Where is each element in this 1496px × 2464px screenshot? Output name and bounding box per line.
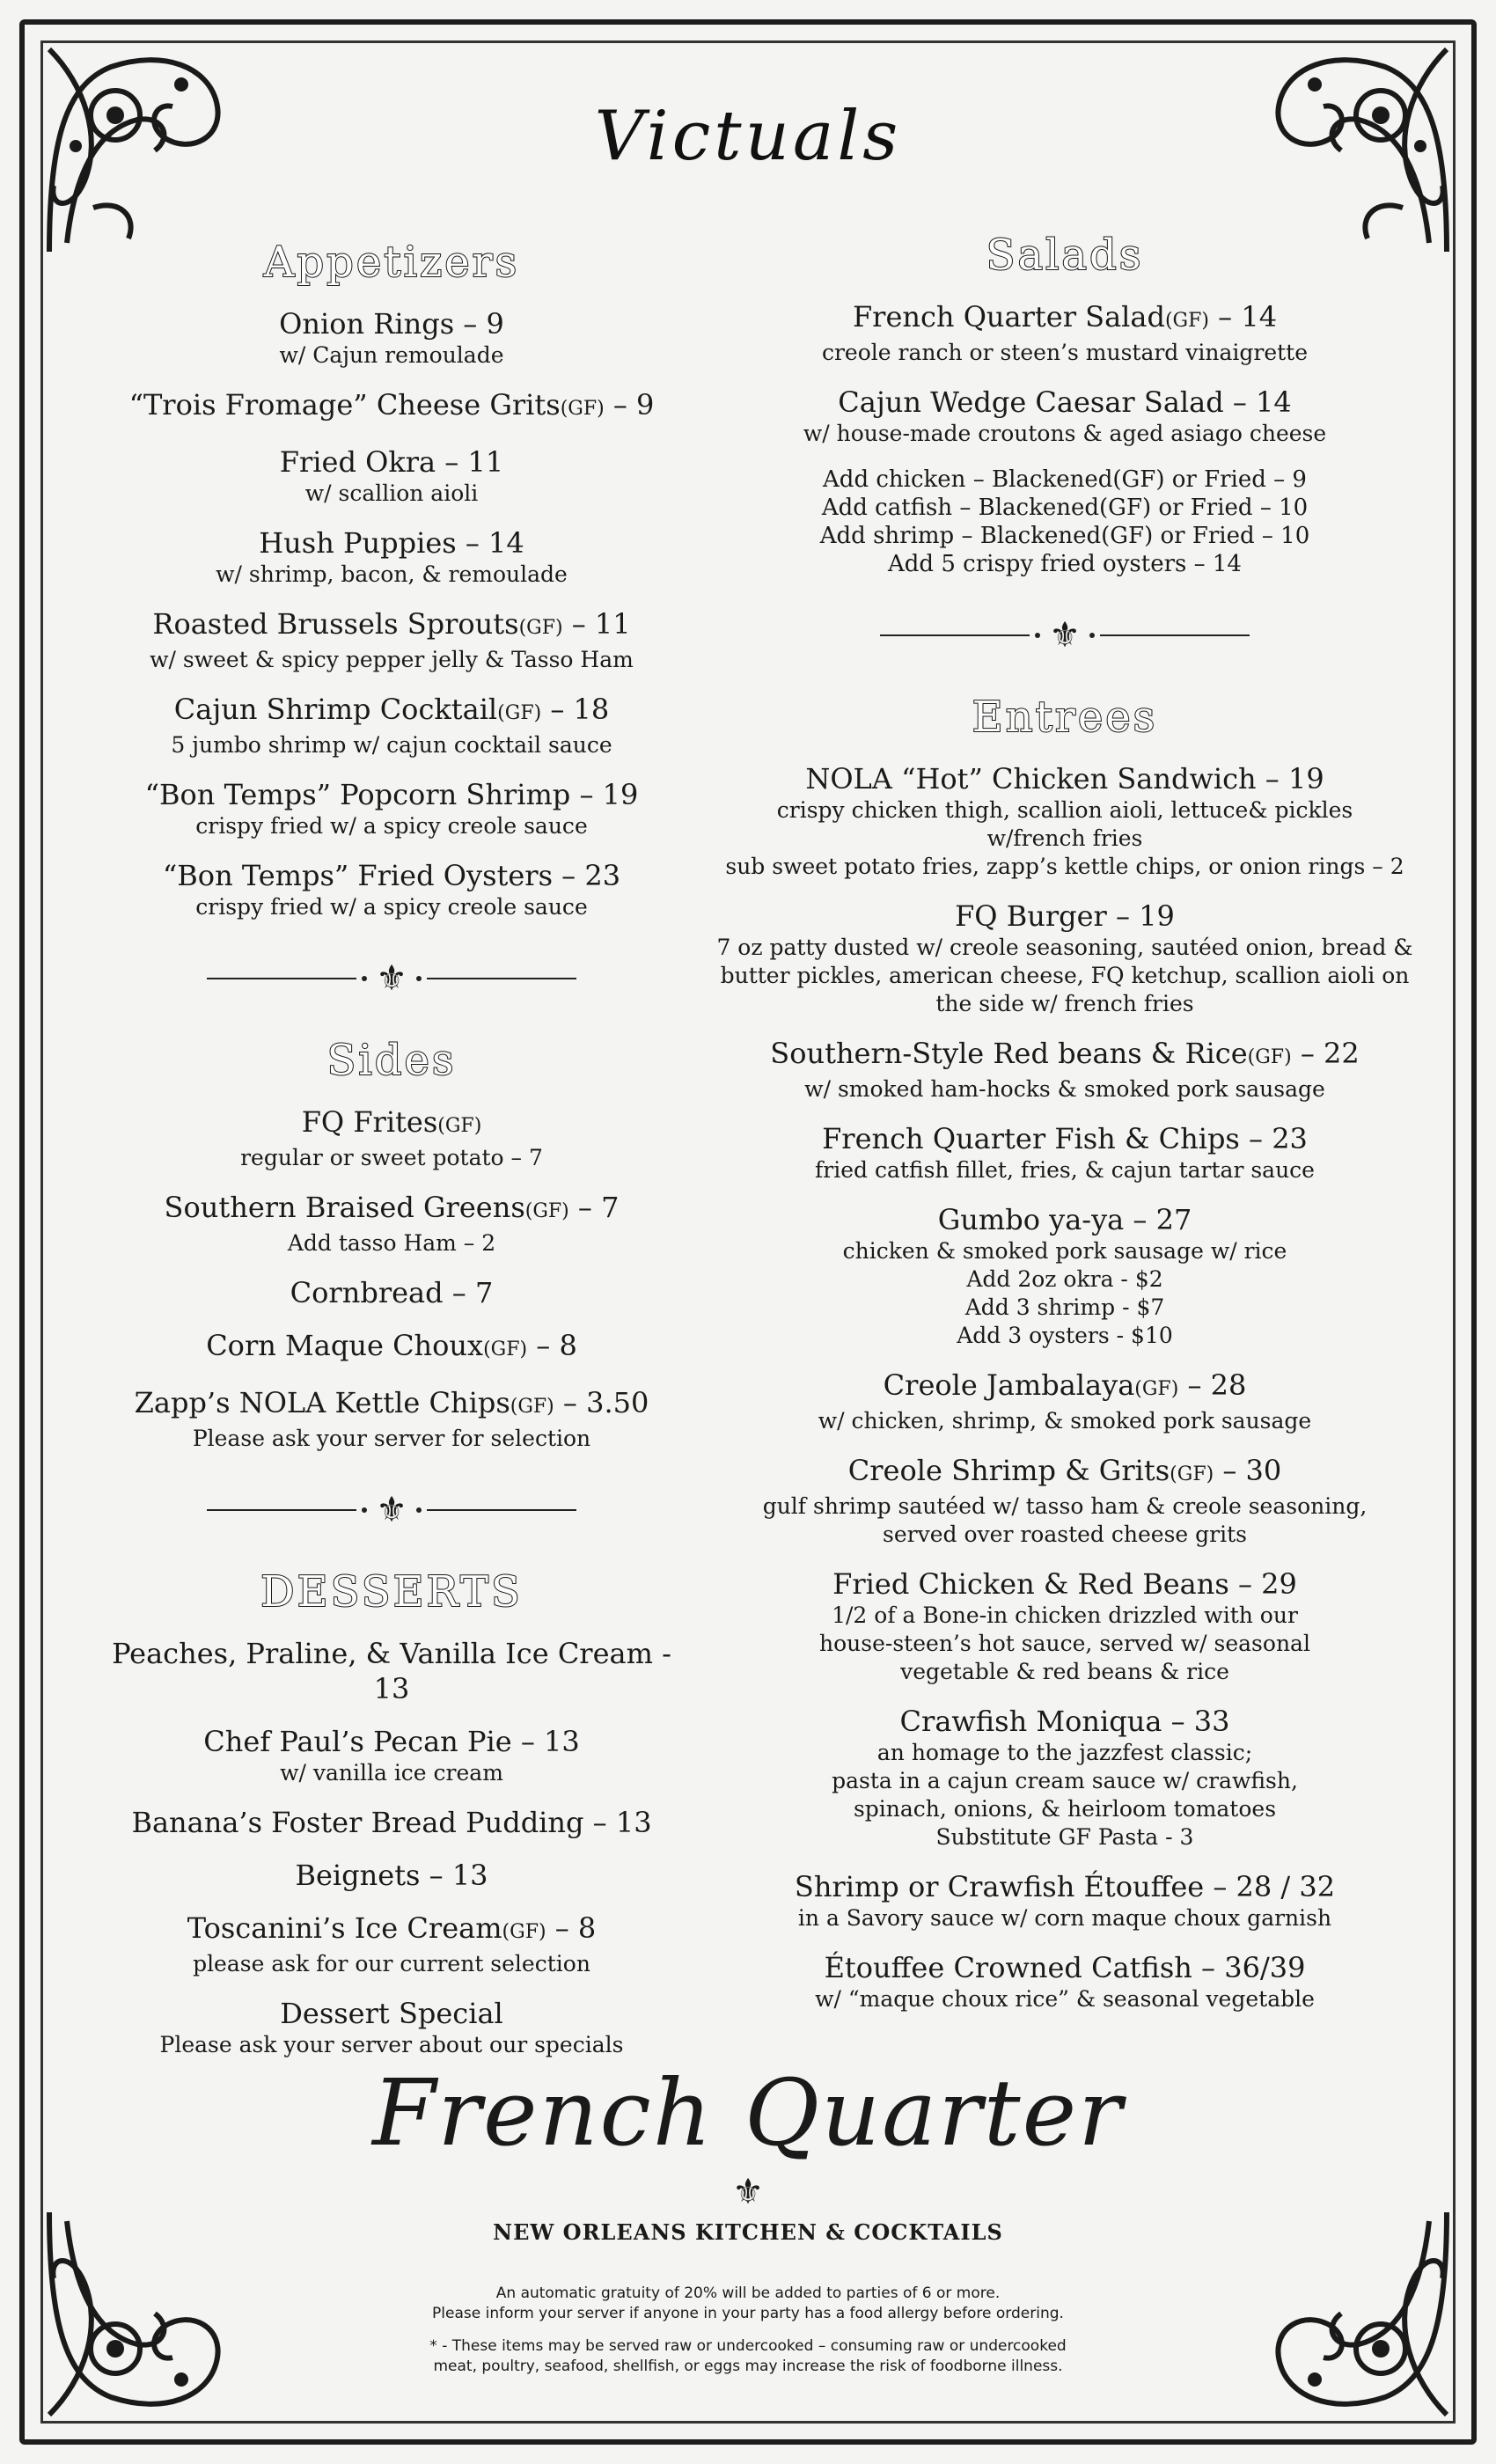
menu-item [97,525,686,589]
menu-item [97,1724,686,1787]
menu-item [704,1950,1426,2013]
item-description: 5 jumbo shrimp w/ cajun cocktail sauce [171,732,612,758]
item-description: 7 oz patty dusted w/ creole seasoning, sautéed onion, bread & [716,935,1413,960]
menu-item [704,1202,1426,1350]
menu-item [704,1368,1426,1435]
menu-item [704,1453,1426,1549]
section-heading: Entrees [972,693,1158,742]
item-price: - 13 [373,1637,671,1705]
item-description: served over roasted cheese grits [883,1522,1247,1547]
item-description: w/ shrimp, bacon, & remoulade [216,561,568,587]
item-name: Banana’s Foster Bread Pudding [131,1806,584,1839]
gluten-free-tag: (GF) [1247,1046,1292,1068]
item-description: please ask for our current selection [193,1951,590,1976]
sides-section [97,1036,686,1453]
fleur-de-lis-icon: ⚜ [1049,615,1081,656]
item-description: w/ scallion aioli [304,480,479,506]
item-description: house-steen’s hot sauce, served w/ seasonal [819,1631,1310,1656]
gluten-free-tag: (GF) [1134,1378,1179,1400]
allergy-note: Please inform your server if anyone in your party has a food allergy before ordering. [432,2305,1064,2322]
menu-item [704,1036,1426,1104]
section-heading: DESSERTS [260,1567,523,1617]
item-description: w/french fries [986,825,1143,851]
menu-item [97,1636,686,1706]
item-description: fried catfish fillet, fries, & cajun tartar sauce [815,1157,1315,1183]
menu-item-list [97,1104,686,1453]
menu-item [704,1704,1426,1852]
item-name: Onion Rings [279,307,455,341]
menu-item [97,1805,686,1840]
item-price: – 23 [553,859,621,892]
item-price: – 3.50 [554,1386,649,1419]
section-divider [207,1488,576,1532]
item-description: w/ sweet & spicy pepper jelly & Tasso Ham [150,647,634,672]
item-description: vegetable & red beans & rice [900,1659,1229,1684]
item-name: Gumbo ya-ya [937,1203,1125,1236]
item-price: – 27 [1124,1203,1192,1236]
item-name: Chef Paul’s Pecan Pie [203,1725,512,1758]
menu-item-list [97,1636,686,2059]
item-name: Fried Chicken & Red Beans [832,1567,1229,1601]
right-column [704,231,1426,2031]
section-divider [207,957,576,1001]
item-description: w/ “maque choux rice” & seasonal vegetable [815,1986,1315,2012]
salad-addon: Add 5 crispy fried oysters – 14 [888,551,1242,577]
item-price: – 8 [546,1911,597,1945]
menu-item [97,858,686,921]
item-name: Beignets [295,1859,421,1892]
item-description: Add tasso Ham – 2 [287,1230,496,1256]
restaurant-logo [0,2059,1496,2245]
item-price: – 13 [420,1859,488,1892]
item-price: – 23 [1239,1122,1308,1155]
item-description: an homage to the jazzfest classic; [876,1740,1253,1765]
item-price: – 14 [1223,385,1292,419]
item-description: crispy fried w/ a spicy creole sauce [195,894,588,920]
item-name: Roasted Brussels Sprouts [152,607,519,641]
gluten-free-tag: (GF) [518,617,563,639]
item-description: gulf shrimp sautéed w/ tasso ham & creole seasoning, [762,1493,1368,1519]
salad-addons [704,466,1426,578]
item-price: – 19 [1106,899,1175,933]
gluten-free-tag: (GF) [1164,310,1209,332]
item-price: – 28 [1178,1368,1247,1402]
section-divider [880,613,1250,657]
item-name: Cajun Wedge Caesar Salad [838,385,1224,419]
item-price: – 18 [541,693,610,726]
item-name: Toscanini’s Ice Cream [187,1911,502,1945]
menu-item [704,898,1426,1018]
item-name: Southern Braised Greens [164,1191,525,1224]
item-price: – 33 [1162,1705,1230,1738]
item-price: – 14 [1208,300,1278,334]
item-description: regular or sweet potato – 7 [240,1145,543,1170]
item-name: “Bon Temps” Popcorn Shrimp [144,778,571,811]
menu-item-list [97,306,686,921]
item-price: – 8 [527,1329,577,1362]
item-description: in a Savory sauce w/ corn maque choux garnish [797,1905,1332,1931]
fleur-de-lis-icon: ⚜ [376,1490,407,1530]
menu-item [97,1275,686,1310]
item-name: “Bon Temps” Fried Oysters [162,859,553,892]
menu-item [97,1385,686,1453]
item-description: w/ smoked ham-hocks & smoked pork sausage [804,1076,1325,1102]
brand-tagline: NEW ORLEANS KITCHEN & COCKTAILS [493,2219,1003,2245]
item-price: – 11 [562,607,631,641]
section-heading: Appetizers [263,238,520,287]
menu-item [97,387,686,427]
item-description: spinach, onions, & heirloom tomatoes [853,1796,1277,1822]
menu-item-list [704,299,1426,448]
item-price: – 14 [456,526,524,560]
menu-item [704,385,1426,448]
item-price: – 9 [454,307,504,341]
item-name: Creole Jambalaya [883,1368,1135,1402]
item-description: w/ house-made croutons & aged asiago cheese [803,421,1327,446]
menu-item [704,1566,1426,1686]
item-description: butter pickles, american cheese, FQ ketchup, scallion aioli on [720,963,1410,988]
gluten-free-tag: (GF) [497,702,542,724]
menu-item [704,761,1426,881]
item-description: w/ vanilla ice cream [280,1760,503,1786]
gratuity-note: An automatic gratuity of 20% will be added to parties of 6 or more. [495,2284,1001,2302]
gluten-free-tag: (GF) [560,398,605,420]
item-name: Creole Shrimp & Grits [847,1454,1170,1487]
item-price: – 13 [583,1806,652,1839]
item-description: w/ Cajun remoulade [279,342,504,368]
gluten-free-tag: (GF) [483,1338,528,1360]
item-name: Cornbread [290,1276,444,1309]
item-name: Hush Puppies [259,526,457,560]
item-description: Substitute GF Pasta - 3 [935,1824,1194,1850]
item-price: – 19 [1256,762,1324,796]
menu-item [704,299,1426,367]
item-name: Shrimp or Crawfish Étouffee [794,1870,1205,1903]
item-name: French Quarter Salad [852,300,1165,334]
item-price: – 28 / 32 [1204,1870,1336,1903]
menu-item [97,777,686,840]
menu-item [97,606,686,674]
menu-item [97,692,686,759]
item-price: – 11 [436,445,504,479]
gluten-free-tag: (GF) [437,1115,482,1137]
item-description: crispy chicken thigh, scallion aioli, lettuce& pickles [776,797,1353,823]
menu-item [704,1869,1426,1932]
item-description: Add 3 oysters - $10 [957,1323,1173,1348]
item-price: – 13 [511,1725,580,1758]
entrees-section [704,693,1426,2013]
item-name: Dessert Special [280,1997,503,2030]
item-name: Peaches, Praline, & Vanilla Ice Cream [112,1637,653,1670]
raw-warning-note: meat, poultry, seafood, shellfish, or eggs may increase the risk of foodborne illness. [433,2358,1063,2375]
menu-item-list [704,761,1426,2013]
item-description: Add 3 shrimp - $7 [964,1294,1165,1320]
salad-addon: Add shrimp – Blackened(GF) or Fried – 10 [819,523,1310,549]
item-name: Fried Okra [279,445,436,479]
salad-addon: Add chicken – Blackened(GF) or Fried – 9 [823,466,1307,493]
item-description: Add 2oz okra - $2 [966,1266,1163,1292]
item-name: FQ Burger [955,899,1107,933]
menu-item [97,1190,686,1258]
item-description: w/ chicken, shrimp, & smoked pork sausage [818,1408,1312,1434]
item-name: “Trois Fromage” Cheese Grits [128,388,561,422]
menu-item [97,1858,686,1893]
fleur-de-lis-icon: ⚜ [732,2172,764,2212]
menu-item [97,1104,686,1172]
salad-addon: Add catfish – Blackened(GF) or Fried – 10 [821,495,1309,521]
left-column [97,238,686,2077]
gluten-free-tag: (GF) [502,1921,546,1943]
section-heading: Sides [326,1036,457,1085]
item-name: Cajun Shrimp Cocktail [173,693,498,726]
fleur-de-lis-icon: ⚜ [376,958,407,999]
item-price: – 22 [1291,1037,1360,1070]
menu-item [97,444,686,508]
item-price: – 29 [1228,1567,1297,1601]
item-description: chicken & smoked pork sausage w/ rice [842,1238,1287,1264]
item-description: the side w/ french fries [935,991,1194,1016]
item-description: creole ranch or steen’s mustard vinaigrette [821,340,1309,365]
menu-item [97,306,686,370]
item-name: Crawfish Moniqua [899,1705,1162,1738]
item-description: Please ask your server about our specials [159,2032,624,2057]
item-price: – 9 [604,388,655,422]
item-name: Étouffee Crowned Catfish [824,1951,1192,1984]
menu-title: Victuals [594,97,902,176]
gluten-free-tag: (GF) [1170,1463,1214,1485]
item-description: Please ask your server for selection [192,1426,591,1451]
item-price: – 7 [443,1276,494,1309]
item-description: pasta in a cajun cream sauce w/ crawfish, [832,1768,1298,1793]
item-description: sub sweet potato fries, zapp’s kettle chips, or onion rings – 2 [725,854,1404,879]
item-price: – 19 [570,778,639,811]
item-description: crispy fried w/ a spicy creole sauce [195,813,588,839]
gluten-free-tag: (GF) [510,1396,554,1418]
brand-name: French Quarter [372,2059,1124,2167]
item-name: French Quarter Fish & Chips [822,1122,1240,1155]
raw-warning-note: * - These items may be served raw or undercooked – consuming raw or undercooked [429,2337,1067,2355]
item-name: NOLA “Hot” Chicken Sandwich [805,762,1257,796]
menu-item [97,1996,686,2059]
footer-notes [0,2284,1496,2377]
gluten-free-tag: (GF) [524,1200,569,1222]
item-name: FQ Frites [301,1105,438,1139]
menu-item [97,1328,686,1368]
item-description: 1/2 of a Bone-in chicken drizzled with our [832,1602,1298,1628]
item-price: – 30 [1214,1454,1282,1487]
item-name: Southern-Style Red beans & Rice [770,1037,1248,1070]
item-name: Zapp’s NOLA Kettle Chips [134,1386,510,1419]
menu-item [704,1121,1426,1184]
item-name: Corn Maque Choux [206,1329,484,1362]
appetizers-section [97,238,686,921]
salads-section [704,231,1426,578]
section-heading: Salads [986,231,1144,280]
menu-item [97,1910,686,1978]
item-price: – 7 [568,1191,620,1224]
desserts-section [97,1567,686,2059]
item-price: – 36/39 [1192,1951,1306,1984]
